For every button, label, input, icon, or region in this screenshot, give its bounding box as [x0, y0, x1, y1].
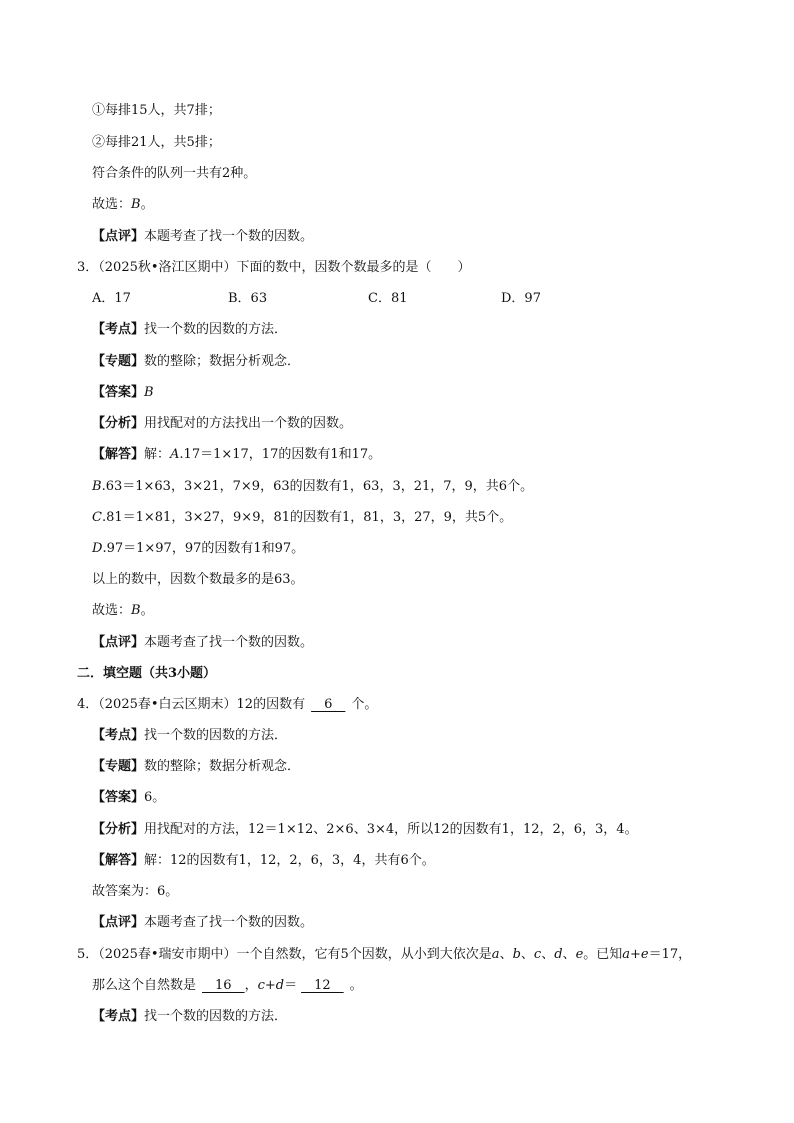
- option-d: D．97: [501, 291, 541, 306]
- text: 3．（2025秋•洛江区期中）下面的数中，因数个数最多的是（ ）: [77, 260, 471, 275]
- text: ＝: [284, 978, 298, 993]
- question-3-stem: [77, 259, 471, 277]
- daan-line: [92, 384, 154, 402]
- text: 、: [499, 947, 513, 962]
- text: 本题考查了找一个数的因数。: [144, 635, 314, 650]
- text: 找一个数的因数的方法．: [144, 728, 288, 743]
- option-letter: D: [92, 541, 103, 556]
- text: 解：12的因数有1，12，2，6，3，4，共有6个。: [144, 853, 435, 868]
- text: 那么这个自然数是: [92, 978, 197, 993]
- text: 故选：: [92, 603, 132, 618]
- text: 数的整除；数据分析观念．: [144, 759, 301, 774]
- conclusion-line: [92, 571, 304, 589]
- solution-line-b: [92, 478, 533, 496]
- text: 故答案为：6。: [92, 884, 179, 899]
- text-line: [92, 196, 154, 214]
- var: e: [575, 947, 584, 962]
- text: 二．填空题（共3小题）: [77, 666, 217, 681]
- answer-letter: B: [144, 385, 154, 400]
- label-fenxi: 【分析】: [92, 822, 145, 837]
- text-line: [92, 165, 256, 183]
- text-line: [92, 134, 221, 152]
- jieda-line: [92, 852, 435, 870]
- kaodian-line: [92, 321, 287, 339]
- question-5-line2: [92, 977, 363, 995]
- option-letter: B: [92, 479, 102, 494]
- question-3-options: [0, 290, 794, 308]
- solution-line-d: [92, 540, 304, 558]
- text: 。已知: [583, 947, 623, 962]
- comment-line: [92, 634, 313, 652]
- zhuanti-line: [92, 353, 300, 371]
- label-jieda: 【解答】: [92, 853, 145, 868]
- kaodian-line: [92, 727, 287, 745]
- var: a: [491, 947, 500, 962]
- option-a: A．17: [92, 291, 131, 306]
- var: c+d: [257, 978, 285, 993]
- section-heading: [77, 665, 216, 683]
- text: 6。: [144, 790, 166, 805]
- text: 找一个数的因数的方法．: [144, 1009, 288, 1024]
- text: 个。: [351, 697, 378, 712]
- label-zhuanti: 【专题】: [92, 759, 145, 774]
- var: b: [512, 947, 521, 962]
- kaodian-line: [92, 1008, 287, 1026]
- answer-letter: B: [131, 603, 141, 618]
- text: 5．（2025春•瑞安市期中）一个自然数，它有5个因数，从小到大依次是: [77, 947, 492, 962]
- var: a+e: [622, 947, 649, 962]
- text: 4．（2025春•白云区期末）12的因数有: [77, 697, 306, 712]
- jieda-line: [92, 446, 381, 464]
- text: 本题考查了找一个数的因数。: [144, 915, 314, 930]
- label-fenxi: 【分析】: [92, 416, 145, 431]
- text: 。: [140, 603, 154, 618]
- label-daan: 【答案】: [92, 385, 145, 400]
- text: 。: [349, 978, 363, 993]
- text: 符合条件的队列一共有2种。: [92, 166, 257, 181]
- guda-line: [92, 883, 178, 901]
- solution-line-c: [92, 509, 512, 527]
- option-letter: A: [170, 447, 180, 462]
- answer-letter: B: [131, 197, 141, 212]
- question-5-stem: [77, 946, 691, 964]
- comment-line: [92, 914, 313, 932]
- label-kaodian: 【考点】: [92, 728, 145, 743]
- text: 、: [562, 947, 576, 962]
- text: ①每排15人，共7排；: [92, 103, 221, 118]
- text-line: [92, 102, 221, 120]
- text: 、: [541, 947, 555, 962]
- text: .81＝1×81，3×27，9×9，81的因数有1，81，3，27，9，共5个。: [101, 510, 513, 525]
- label-dianping: 【点评】: [92, 635, 145, 650]
- answer-blank: 6: [311, 697, 346, 712]
- var: c: [533, 947, 542, 962]
- label-dianping: 【点评】: [92, 915, 145, 930]
- text: .17＝1×17，17的因数有1和17。: [179, 447, 382, 462]
- guxuan-line: [92, 602, 154, 620]
- text: ＝17，: [648, 947, 692, 962]
- text: 、: [520, 947, 534, 962]
- text: .97＝1×97，97的因数有1和97。: [102, 541, 305, 556]
- text: 解：: [144, 447, 171, 462]
- text: 找一个数的因数的方法．: [144, 322, 288, 337]
- option-c: C．81: [368, 291, 408, 306]
- var: d: [554, 947, 563, 962]
- question-4-stem: [77, 696, 377, 714]
- daan-line: [92, 789, 165, 807]
- option-b: B．63: [228, 291, 268, 306]
- label-zhuanti: 【专题】: [92, 354, 145, 369]
- label-kaodian: 【考点】: [92, 322, 145, 337]
- answer-blank: 16: [202, 978, 245, 993]
- text: .63＝1×63，3×21，7×9，63的因数有1，63，3，21，7，9，共6个。: [101, 479, 534, 494]
- text: 以上的数中，因数个数最多的是63。: [92, 572, 304, 587]
- label-kaodian: 【考点】: [92, 1009, 145, 1024]
- text: 。: [140, 197, 154, 212]
- text: ，: [244, 978, 258, 993]
- label-jieda: 【解答】: [92, 447, 145, 462]
- text: 用找配对的方法找出一个数的因数。: [144, 416, 353, 431]
- text: 用找配对的方法，12＝1×12、2×6、3×4，所以12的因数有1，12，2，6，3，4。: [144, 822, 638, 837]
- text: 故选：: [92, 197, 132, 212]
- fenxi-line: [92, 821, 638, 839]
- comment-line: [92, 228, 313, 246]
- text: 数的整除；数据分析观念．: [144, 354, 301, 369]
- text: 本题考查了找一个数的因数。: [144, 229, 314, 244]
- option-letter: C: [92, 510, 102, 525]
- zhuanti-line: [92, 758, 300, 776]
- label-daan: 【答案】: [92, 790, 145, 805]
- text: ②每排21人，共5排；: [92, 135, 221, 150]
- answer-blank: 12: [301, 978, 344, 993]
- label-dianping: 【点评】: [92, 229, 145, 244]
- fenxi-line: [92, 415, 352, 433]
